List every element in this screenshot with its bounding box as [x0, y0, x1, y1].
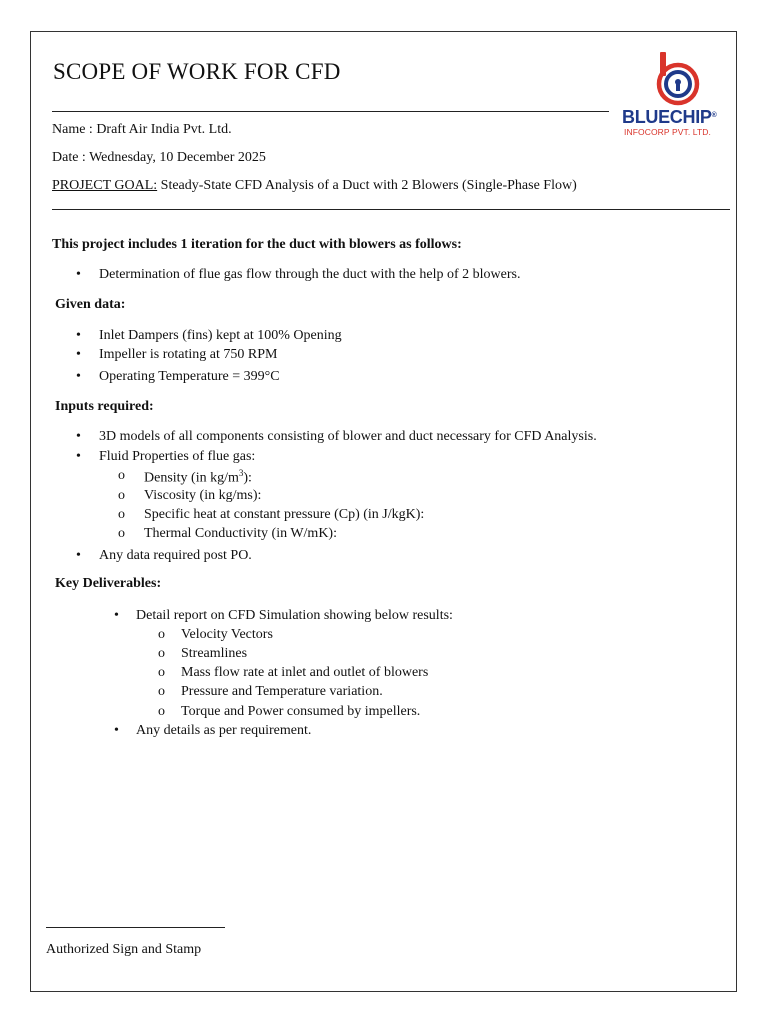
logo-wordmark: BLUECHIP®	[622, 107, 717, 127]
bullet-icon: •	[76, 267, 81, 282]
sub-list-item: Pressure and Temperature variation.	[181, 684, 383, 699]
sub-bullet-icon: o	[158, 704, 165, 719]
sub-list-item: Velocity Vectors	[181, 627, 273, 642]
list-item: 3D models of all components consisting of blower and duct necessary for CFD Analysis.	[99, 429, 597, 444]
sub-list-item: Specific heat at constant pressure (Cp) (in J/kgK):	[144, 507, 425, 522]
title-divider	[52, 111, 609, 112]
list-item: Fluid Properties of flue gas:	[99, 449, 256, 464]
project-goal-text: Steady-State CFD Analysis of a Duct with 2 Blowers (Single-Phase Flow)	[157, 178, 577, 193]
sub-list-item: Viscosity (in kg/ms):	[144, 488, 262, 503]
bullet-icon: •	[76, 347, 81, 362]
deliverables-heading: Key Deliverables:	[55, 576, 162, 591]
sub-list-item: Density (in $kg/m^3$):	[144, 468, 252, 486]
sub-bullet-icon: o	[158, 684, 165, 699]
logo-subtitle: INFOCORP PVT. LTD.	[624, 127, 711, 137]
page-title: SCOPE OF WORK FOR CFD	[53, 59, 341, 84]
company-logo	[622, 50, 734, 142]
signature-label: Authorized Sign and Stamp	[46, 942, 202, 957]
sub-bullet-icon: o	[158, 646, 165, 661]
sub-bullet-icon: o	[118, 488, 125, 503]
bullet-icon: •	[114, 723, 119, 738]
list-item: Impeller is rotating at 750 RPM	[99, 347, 278, 362]
list-item: Detail report on CFD Simulation showing below results:	[136, 608, 453, 623]
bluechip-logo-icon	[652, 50, 702, 106]
project-goal-label: PROJECT GOAL:	[52, 178, 158, 193]
sub-bullet-icon: o	[118, 526, 125, 541]
client-name: Name : Draft Air India Pvt. Ltd.	[52, 122, 232, 137]
bullet-icon: •	[76, 429, 81, 444]
document-date: Date : Wednesday, 10 December 2025	[52, 150, 266, 165]
bullet-icon: •	[114, 608, 119, 623]
bullet-icon: •	[76, 449, 81, 464]
sub-bullet-icon: o	[118, 468, 125, 483]
given-heading: Given data:	[55, 297, 126, 312]
sub-list-item: Thermal Conductivity (in W/mK):	[144, 526, 337, 541]
list-item: Any data required post PO.	[99, 548, 252, 563]
inputs-heading: Inputs required:	[55, 399, 154, 414]
list-item: Operating Temperature = 399°C	[99, 369, 280, 384]
bullet-icon: •	[76, 548, 81, 563]
sub-bullet-icon: o	[158, 665, 165, 680]
intro-heading: This project includes 1 iteration for the duct with blowers as follows:	[52, 237, 462, 252]
project-goal	[52, 178, 577, 194]
bullet-icon: •	[76, 328, 81, 343]
sub-bullet-icon: o	[158, 627, 165, 642]
bullet-icon: •	[76, 369, 81, 384]
goal-divider	[52, 209, 730, 210]
sub-bullet-icon: o	[118, 507, 125, 522]
signature-line	[46, 927, 225, 928]
list-item: Determination of flue gas flow through the duct with the help of 2 blowers.	[99, 267, 521, 282]
sub-list-item: Streamlines	[181, 646, 248, 661]
list-item: Inlet Dampers (fins) kept at 100% Opening	[99, 328, 342, 343]
sub-list-item: Mass flow rate at inlet and outlet of blowers	[181, 665, 429, 680]
sub-list-item: Torque and Power consumed by impellers.	[181, 704, 421, 719]
list-item: Any details as per requirement.	[136, 723, 312, 738]
